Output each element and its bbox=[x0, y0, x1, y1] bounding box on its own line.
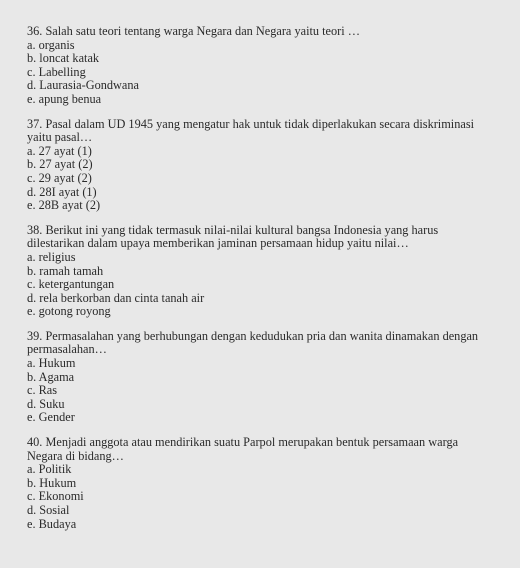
option-e: e. Gender bbox=[27, 410, 75, 425]
option-list bbox=[27, 39, 500, 107]
option-c: c. ketergantungan bbox=[27, 277, 115, 292]
option-c: c. Ekonomi bbox=[27, 489, 84, 504]
option-b: b. 27 ayat (2) bbox=[27, 157, 93, 172]
option-e: e. 28B ayat (2) bbox=[27, 198, 101, 213]
option-d: d. Sosial bbox=[27, 503, 70, 517]
option-a: a. 27 ayat (1) bbox=[27, 143, 92, 158]
option-list bbox=[27, 357, 500, 425]
option-a: a. Hukum bbox=[27, 356, 76, 371]
question-40 bbox=[27, 436, 500, 531]
option-a: a. organis bbox=[27, 37, 75, 52]
option-e: e. Budaya bbox=[27, 516, 77, 531]
question-text: 38. Berikut ini yang tidak termasuk nilai-nilai kultural bangsa Indonesia yang harus dilestarikan dalam upaya memberikan jaminan persamaan hidup yaitu nilai… bbox=[27, 222, 439, 251]
question-text: 36. Salah satu teori tentang warga Negara dan Negara yaitu teori … bbox=[27, 24, 361, 38]
question-text: 40. Menjadi anggota atau mendirikan suatu Parpol merupakan bentuk persamaan warga Negara di bidang… bbox=[27, 435, 459, 463]
option-list bbox=[27, 463, 500, 531]
option-b: b. Hukum bbox=[27, 475, 77, 490]
option-e: e. apung benua bbox=[27, 91, 102, 106]
option-list bbox=[27, 251, 500, 319]
option-c: c. Ras bbox=[27, 383, 58, 398]
option-a: a. Politik bbox=[27, 462, 72, 477]
option-b: b. Agama bbox=[27, 369, 75, 384]
option-d: d. Laurasia-Gondwana bbox=[27, 78, 139, 93]
option-d: d. Suku bbox=[27, 396, 65, 411]
question-36 bbox=[27, 25, 500, 107]
option-b: b. loncat katak bbox=[27, 51, 100, 66]
option-e: e. gotong royong bbox=[27, 304, 111, 319]
question-37 bbox=[27, 118, 500, 213]
question-39 bbox=[27, 330, 500, 425]
option-d: d. 28I ayat (1) bbox=[27, 184, 97, 199]
question-text: 39. Permasalahan yang berhubungan dengan kedudukan pria dan wanita dinamakan dengan permasalahan… bbox=[27, 328, 479, 357]
option-a: a. religius bbox=[27, 249, 76, 264]
question-38 bbox=[27, 224, 500, 319]
option-c: c. 29 ayat (2) bbox=[27, 170, 92, 185]
option-c: c. Labelling bbox=[27, 64, 86, 79]
option-b: b. ramah tamah bbox=[27, 263, 104, 278]
option-list bbox=[27, 145, 500, 213]
option-d: d. rela berkorban dan cinta tanah air bbox=[27, 290, 205, 305]
question-text: 37. Pasal dalam UD 1945 yang mengatur hak untuk tidak diperlakukan secara diskriminasi yaitu pasal… bbox=[27, 116, 475, 145]
